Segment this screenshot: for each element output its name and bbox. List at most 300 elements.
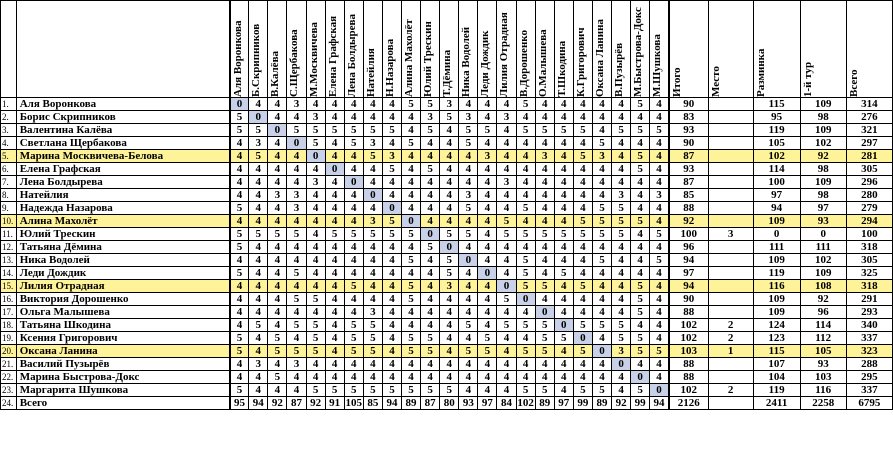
- score-cell: 4: [402, 371, 421, 384]
- score-cell: 4: [306, 215, 325, 228]
- tur1-cell: 109: [800, 176, 846, 189]
- score-cell: 4: [459, 384, 478, 397]
- score-cell: 5: [535, 345, 554, 358]
- score-cell: 5: [535, 332, 554, 345]
- score-cell: 5: [363, 124, 382, 137]
- score-cell: 4: [421, 189, 440, 202]
- score-cell: 5: [459, 137, 478, 150]
- score-cell: 4: [325, 293, 344, 306]
- itogo-cell: 96: [669, 241, 708, 254]
- score-cell: 4: [554, 137, 573, 150]
- participant-row: [1, 215, 893, 228]
- judge-header: [440, 1, 459, 98]
- razminka-cell: 119: [753, 384, 800, 397]
- score-cell: 4: [344, 111, 363, 124]
- score-cell: 5: [382, 124, 401, 137]
- score-cell: 4: [306, 358, 325, 371]
- score-cell: 4: [344, 241, 363, 254]
- score-cell: 3: [421, 111, 440, 124]
- score-cell: 4: [325, 202, 344, 215]
- score-cell: 4: [497, 124, 516, 137]
- score-cell: 4: [631, 228, 650, 241]
- mesto-cell: [708, 98, 753, 111]
- vsego-cell: 279: [846, 202, 892, 215]
- summary-header: [800, 1, 846, 98]
- score-cell: 5: [592, 202, 611, 215]
- vsego-cell: 337: [846, 384, 892, 397]
- score-cell: 4: [516, 358, 535, 371]
- score-cell: 5: [287, 228, 306, 241]
- score-cell: 0: [573, 332, 592, 345]
- tur1-cell: 98: [800, 189, 846, 202]
- score-cell: 4: [325, 345, 344, 358]
- score-cell: 0: [268, 124, 287, 137]
- vsego-cell: 291: [846, 293, 892, 306]
- score-cell: 3: [287, 189, 306, 202]
- score-cell: 4: [459, 150, 478, 163]
- vsego-cell: 321: [846, 124, 892, 137]
- score-cell: 5: [402, 254, 421, 267]
- score-cell: 4: [421, 202, 440, 215]
- score-cell: 4: [554, 280, 573, 293]
- score-cell: 4: [459, 267, 478, 280]
- score-cell: 4: [554, 293, 573, 306]
- score-cell: 5: [306, 124, 325, 137]
- score-cell: 4: [440, 332, 459, 345]
- itogo-cell: 87: [669, 150, 708, 163]
- itogo-cell: 102: [669, 319, 708, 332]
- score-cell: 4: [249, 267, 268, 280]
- score-cell: 3: [249, 358, 268, 371]
- score-cell: 5: [631, 293, 650, 306]
- score-cell: 4: [478, 306, 497, 319]
- score-cell: 0: [363, 189, 382, 202]
- score-cell: 4: [268, 293, 287, 306]
- score-cell: 4: [421, 280, 440, 293]
- score-cell: 4: [497, 267, 516, 280]
- score-cell: 3: [268, 189, 287, 202]
- judge-header: [459, 1, 478, 98]
- vsego-cell: 323: [846, 345, 892, 358]
- score-cell: 3: [592, 150, 611, 163]
- participant-name: Ника Водолей: [16, 254, 229, 267]
- score-cell: 4: [230, 176, 249, 189]
- participant-row: [1, 150, 893, 163]
- judge-header: [478, 1, 497, 98]
- score-cell: 87: [421, 397, 440, 410]
- row-number: 22.: [1, 371, 17, 384]
- score-cell: 4: [612, 98, 631, 111]
- judge-header: [230, 1, 249, 98]
- judge-header-label: Н.Назарова: [383, 38, 396, 97]
- score-cell: 80: [440, 397, 459, 410]
- score-cell: 94: [650, 397, 669, 410]
- score-cell: 5: [382, 215, 401, 228]
- score-cell: 4: [612, 254, 631, 267]
- score-cell: 5: [306, 293, 325, 306]
- score-cell: 4: [363, 98, 382, 111]
- score-cell: 4: [535, 98, 554, 111]
- judge-header: [535, 1, 554, 98]
- score-cell: 0: [249, 111, 268, 124]
- participant-row: [1, 306, 893, 319]
- score-cell: 4: [612, 280, 631, 293]
- score-cell: 0: [516, 293, 535, 306]
- score-cell: 4: [402, 189, 421, 202]
- total-row: [1, 397, 893, 410]
- razminka-cell: 109: [753, 254, 800, 267]
- score-cell: 3: [287, 98, 306, 111]
- score-cell: 5: [592, 137, 611, 150]
- score-cell: 4: [325, 332, 344, 345]
- score-cell: 97: [478, 397, 497, 410]
- mesto-cell: [708, 163, 753, 176]
- score-cell: 4: [592, 358, 611, 371]
- score-cell: 4: [382, 111, 401, 124]
- score-cell: 4: [573, 293, 592, 306]
- score-cell: 3: [440, 98, 459, 111]
- score-cell: 5: [230, 345, 249, 358]
- score-cell: 4: [573, 241, 592, 254]
- score-cell: 4: [325, 371, 344, 384]
- score-cell: 4: [497, 202, 516, 215]
- score-cell: 4: [306, 202, 325, 215]
- score-cell: 4: [497, 241, 516, 254]
- score-cell: 5: [306, 137, 325, 150]
- score-cell: 5: [306, 319, 325, 332]
- score-cell: 5: [268, 332, 287, 345]
- row-number: 17.: [1, 306, 17, 319]
- score-cell: 3: [497, 176, 516, 189]
- score-cell: 4: [402, 124, 421, 137]
- score-cell: 4: [535, 293, 554, 306]
- score-cell: 4: [363, 293, 382, 306]
- score-cell: 4: [344, 254, 363, 267]
- judge-header: [325, 1, 344, 98]
- participant-name: Оксана Ланина: [16, 345, 229, 358]
- judge-header-label: Б.Скрипников: [250, 23, 263, 97]
- score-cell: 4: [554, 163, 573, 176]
- participant-name: Борис Скрипников: [16, 111, 229, 124]
- vsego-cell: 276: [846, 111, 892, 124]
- score-cell: 4: [554, 111, 573, 124]
- itogo-cell: 88: [669, 358, 708, 371]
- razminka-cell: 100: [753, 176, 800, 189]
- score-cell: 5: [325, 384, 344, 397]
- score-cell: 5: [459, 228, 478, 241]
- score-cell: 5: [650, 345, 669, 358]
- score-cell: 4: [573, 254, 592, 267]
- itogo-cell: 102: [669, 332, 708, 345]
- score-cell: 5: [421, 384, 440, 397]
- row-number: 8.: [1, 189, 17, 202]
- participant-name: Алина Махолёт: [16, 215, 229, 228]
- row-number: 24.: [1, 397, 17, 410]
- score-cell: 4: [287, 111, 306, 124]
- score-cell: 3: [363, 306, 382, 319]
- itogo-cell: 93: [669, 124, 708, 137]
- score-cell: 5: [516, 384, 535, 397]
- score-cell: 4: [497, 358, 516, 371]
- score-cell: 4: [421, 319, 440, 332]
- judge-header: [631, 1, 650, 98]
- participant-row: [1, 384, 893, 397]
- score-cell: 5: [459, 202, 478, 215]
- participant-name: Виктория Дорошенко: [16, 293, 229, 306]
- score-cell: 4: [344, 215, 363, 228]
- score-cell: 4: [554, 215, 573, 228]
- score-cell: 4: [382, 98, 401, 111]
- score-cell: 4: [554, 241, 573, 254]
- itogo-cell: 94: [669, 254, 708, 267]
- score-cell: 3: [363, 215, 382, 228]
- score-cell: 4: [306, 371, 325, 384]
- judge-header-label: Т.Шкодина: [555, 40, 568, 97]
- score-cell: 5: [344, 228, 363, 241]
- score-cell: 4: [230, 150, 249, 163]
- judge-header-label: Натейлия: [364, 48, 377, 97]
- score-cell: 5: [592, 215, 611, 228]
- score-cell: 4: [650, 137, 669, 150]
- score-cell: 4: [440, 176, 459, 189]
- score-cell: 102: [517, 397, 534, 409]
- score-cell: 4: [459, 332, 478, 345]
- participant-name: Натейлия: [16, 189, 229, 202]
- summary-header-label: Всего: [847, 69, 860, 97]
- score-cell: 4: [325, 267, 344, 280]
- score-cell: 5: [573, 150, 592, 163]
- score-cell: 5: [268, 228, 287, 241]
- judge-header-label: В.Калёва: [269, 50, 282, 97]
- score-cell: 4: [535, 189, 554, 202]
- score-cell: 5: [650, 228, 669, 241]
- score-cell: 4: [631, 111, 650, 124]
- judge-header-label: Оксана Ланина: [593, 19, 606, 97]
- score-cell: 5: [382, 384, 401, 397]
- score-cell: 105: [345, 397, 363, 409]
- tur1-cell: 96: [800, 306, 846, 319]
- summary-header-label: 1-й тур: [801, 61, 814, 97]
- score-cell: 4: [230, 293, 249, 306]
- score-cell: 4: [592, 293, 611, 306]
- score-cell: 4: [650, 176, 669, 189]
- score-cell: 4: [497, 306, 516, 319]
- participant-row: [1, 241, 893, 254]
- score-cell: 4: [402, 358, 421, 371]
- score-cell: 5: [612, 202, 631, 215]
- participant-name: Лилия Отрадная: [16, 280, 229, 293]
- score-cell: 5: [631, 345, 650, 358]
- score-cell: 3: [440, 280, 459, 293]
- score-cell: 4: [287, 241, 306, 254]
- score-cell: 5: [306, 345, 325, 358]
- score-cell: 4: [306, 267, 325, 280]
- vsego-cell: 297: [846, 137, 892, 150]
- score-cell: 0: [478, 267, 497, 280]
- score-cell: 5: [516, 280, 535, 293]
- score-cell: 5: [573, 319, 592, 332]
- vsego-cell: 314: [846, 98, 892, 111]
- score-cell: 4: [535, 202, 554, 215]
- score-cell: 4: [554, 254, 573, 267]
- score-cell: 4: [612, 176, 631, 189]
- participant-row: [1, 254, 893, 267]
- participant-row: [1, 163, 893, 176]
- score-cell: 4: [612, 384, 631, 397]
- razminka-cell: 115: [753, 98, 800, 111]
- participant-name: Татьяна Шкодина: [16, 319, 229, 332]
- itogo-cell: 103: [669, 345, 708, 358]
- score-cell: 4: [306, 241, 325, 254]
- score-cell: 5: [363, 384, 382, 397]
- score-cell: 5: [402, 228, 421, 241]
- score-cell: 4: [287, 306, 306, 319]
- score-cell: 4: [268, 137, 287, 150]
- razminka-cell: 119: [753, 267, 800, 280]
- score-cell: 5: [497, 228, 516, 241]
- row-number: 10.: [1, 215, 17, 228]
- score-cell: 4: [440, 215, 459, 228]
- score-cell: 5: [573, 215, 592, 228]
- score-cell: 5: [612, 124, 631, 137]
- itogo-cell: 93: [669, 163, 708, 176]
- mesto-cell: [708, 306, 753, 319]
- score-cell: 5: [497, 319, 516, 332]
- score-cell: 4: [421, 150, 440, 163]
- score-cell: 4: [459, 98, 478, 111]
- score-cell: 4: [573, 137, 592, 150]
- score-cell: 5: [631, 124, 650, 137]
- judge-header-label: В.Дорошенко: [517, 30, 530, 97]
- participant-row: [1, 358, 893, 371]
- score-cell: 4: [573, 176, 592, 189]
- score-cell: 4: [459, 163, 478, 176]
- score-cell: 5: [573, 345, 592, 358]
- score-cell: 4: [535, 358, 554, 371]
- score-cell: 5: [325, 124, 344, 137]
- score-cell: 99: [631, 397, 650, 410]
- vsego-cell: 318: [846, 241, 892, 254]
- score-cell: 4: [497, 150, 516, 163]
- score-cell: 4: [440, 137, 459, 150]
- score-cell: 4: [268, 254, 287, 267]
- judge-header-label: Алина Махолёт: [403, 19, 415, 97]
- score-cell: 5: [631, 215, 650, 228]
- score-cell: 4: [440, 150, 459, 163]
- score-cell: 87: [287, 397, 306, 410]
- score-cell: 3: [650, 189, 669, 202]
- score-cell: 4: [268, 215, 287, 228]
- score-cell: 5: [631, 280, 650, 293]
- mesto-cell: [708, 124, 753, 137]
- itogo-cell: 90: [669, 98, 708, 111]
- score-cell: 5: [535, 319, 554, 332]
- score-cell: 4: [344, 358, 363, 371]
- participant-name: Надежда Назарова: [16, 202, 229, 215]
- row-number: 11.: [1, 228, 17, 241]
- score-cell: 4: [382, 137, 401, 150]
- score-cell: 4: [287, 176, 306, 189]
- score-cell: 4: [325, 111, 344, 124]
- vsego-cell: 318: [846, 280, 892, 293]
- score-cell: 4: [268, 176, 287, 189]
- mesto-cell: 1: [708, 345, 753, 358]
- score-cell: 5: [287, 267, 306, 280]
- header-corner-num: [1, 1, 17, 98]
- judge-header: [421, 1, 440, 98]
- score-cell: 3: [612, 345, 631, 358]
- tur1-cell: 2258: [800, 397, 846, 410]
- score-cell: 5: [497, 215, 516, 228]
- score-cell: 4: [497, 332, 516, 345]
- judge-header: [287, 1, 306, 98]
- score-cell: 4: [459, 371, 478, 384]
- participant-name: Ксения Григорович: [16, 332, 229, 345]
- score-cell: 4: [497, 189, 516, 202]
- score-cell: 4: [344, 306, 363, 319]
- score-cell: 3: [382, 150, 401, 163]
- score-cell: 5: [249, 319, 268, 332]
- score-cell: 4: [592, 98, 611, 111]
- score-cell: 4: [382, 241, 401, 254]
- score-cell: 5: [325, 228, 344, 241]
- score-cell: 4: [554, 150, 573, 163]
- itogo-cell: 94: [669, 280, 708, 293]
- score-cell: 4: [650, 215, 669, 228]
- score-cell: 4: [478, 371, 497, 384]
- judge-header: [344, 1, 363, 98]
- mesto-cell: [708, 293, 753, 306]
- mesto-cell: 2: [708, 384, 753, 397]
- score-cell: 5: [402, 280, 421, 293]
- participant-name: Марина Москвичева-Белова: [16, 150, 229, 163]
- score-cell: 4: [554, 176, 573, 189]
- score-cell: 4: [382, 189, 401, 202]
- score-cell: 4: [650, 202, 669, 215]
- participant-row: [1, 293, 893, 306]
- judge-header: [592, 1, 611, 98]
- score-cell: 4: [306, 98, 325, 111]
- score-cell: 4: [612, 371, 631, 384]
- score-cell: 5: [287, 124, 306, 137]
- score-cell: 4: [535, 241, 554, 254]
- score-cell: 5: [573, 384, 592, 397]
- score-cell: 4: [230, 137, 249, 150]
- score-cell: 85: [363, 397, 382, 410]
- score-cell: 5: [592, 228, 611, 241]
- itogo-cell: 100: [669, 228, 708, 241]
- score-cell: 5: [287, 345, 306, 358]
- score-cell: 4: [650, 111, 669, 124]
- score-cell: 4: [363, 163, 382, 176]
- score-cell: 4: [612, 163, 631, 176]
- score-cell: 4: [516, 371, 535, 384]
- razminka-cell: 109: [753, 306, 800, 319]
- score-cell: 4: [459, 293, 478, 306]
- score-cell: 4: [516, 163, 535, 176]
- summary-header-label: Итого: [670, 67, 683, 97]
- participant-name: Аля Воронкова: [16, 98, 229, 111]
- score-cell: 4: [421, 215, 440, 228]
- vsego-cell: 100: [846, 228, 892, 241]
- razminka-cell: 119: [753, 124, 800, 137]
- vsego-cell: 280: [846, 189, 892, 202]
- mesto-cell: [708, 176, 753, 189]
- mesto-cell: [708, 189, 753, 202]
- score-cell: 4: [592, 306, 611, 319]
- tur1-cell: 92: [800, 150, 846, 163]
- score-cell: 5: [554, 228, 573, 241]
